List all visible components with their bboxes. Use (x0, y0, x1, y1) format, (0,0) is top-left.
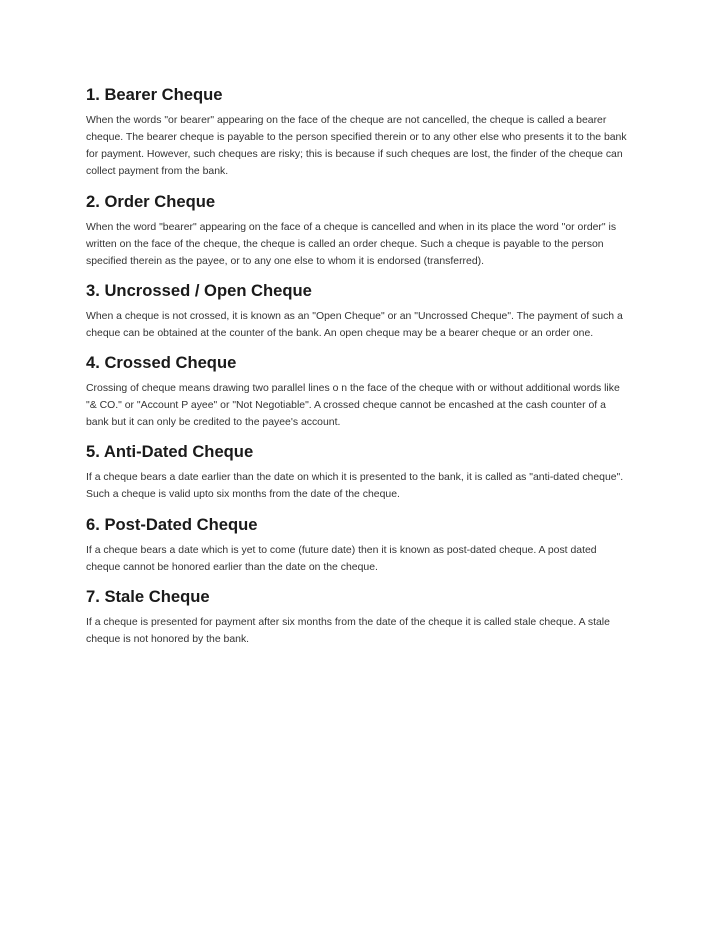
section-paragraph (86, 469, 646, 503)
paragraph-line: cheque. The bearer cheque is payable to the person specified therein or to any other else who presents it to the bank (86, 132, 627, 143)
paragraph-line: cheque is not honored by the bank. (86, 634, 250, 645)
section-bearer-cheque (86, 84, 646, 180)
paragraph-line: Crossing of cheque means drawing two parallel lines o n the face of the cheque with or without additional words like (86, 383, 620, 394)
paragraph-line: When the word "bearer" appearing on the face of a cheque is cancelled and when in its place the word "or order" is (86, 222, 617, 233)
paragraph-line: If a cheque bears a date earlier than the date on which it is presented to the bank, it is called as "anti-dated cheque". (86, 472, 624, 483)
paragraph-line: written on the face of the cheque, the cheque is called an order cheque. Such a cheque is payable to the person (86, 239, 604, 250)
section-paragraph (86, 112, 646, 180)
paragraph-line: for payment. However, such cheques are risky; this is because if such cheques are lost, the finder of the cheque can (86, 149, 623, 160)
section-paragraph (86, 614, 646, 648)
paragraph-line: specified therein as the payee, or to any one else to whom it is endorsed (transferred). (86, 256, 485, 267)
section-order-cheque (86, 191, 646, 270)
section-heading: 3. Uncrossed / Open Cheque (86, 281, 312, 300)
section-stale-cheque (86, 586, 646, 648)
paragraph-line: If a cheque bears a date which is yet to come (future date) then it is known as post-dated cheque. A post dated (86, 545, 597, 556)
paragraph-line: When a cheque is not crossed, it is known as an "Open Cheque" or an "Uncrossed Cheque". The payment of such a (86, 311, 623, 322)
section-heading: 1. Bearer Cheque (86, 85, 223, 104)
paragraph-line: "& CO." or "Account P ayee" or "Not Negotiable". A crossed cheque cannot be encashed at the cash counter of a (86, 400, 606, 411)
paragraph-line: If a cheque is presented for payment after six months from the date of the cheque it is called stale cheque. A stale (86, 617, 610, 628)
document-page (86, 84, 646, 648)
section-paragraph (86, 542, 646, 576)
section-heading: 4. Crossed Cheque (86, 353, 237, 372)
paragraph-line: cheque can be obtained at the counter of the bank. An open cheque may be a bearer cheque or an order one. (86, 328, 594, 339)
section-heading: 7. Stale Cheque (86, 587, 210, 606)
section-paragraph (86, 308, 646, 342)
section-crossed-cheque (86, 352, 646, 431)
paragraph-line: cheque cannot be honored earlier than the date on the cheque. (86, 562, 378, 573)
section-post-dated-cheque (86, 514, 646, 576)
section-heading: 2. Order Cheque (86, 192, 216, 211)
section-heading: 6. Post-Dated Cheque (86, 515, 258, 534)
paragraph-line: bank but it can only be credited to the payee's account. (86, 417, 341, 428)
section-anti-dated-cheque (86, 441, 646, 503)
section-heading: 5. Anti-Dated Cheque (86, 442, 254, 461)
paragraph-line: When the words "or bearer" appearing on the face of the cheque are not cancelled, the cheque is called a bearer (86, 115, 607, 126)
section-uncrossed-open-cheque (86, 280, 646, 342)
paragraph-line: Such a cheque is valid upto six months from the date of the cheque. (86, 489, 400, 500)
section-paragraph (86, 219, 646, 270)
section-paragraph (86, 380, 646, 431)
paragraph-line: collect payment from the bank. (86, 166, 229, 177)
